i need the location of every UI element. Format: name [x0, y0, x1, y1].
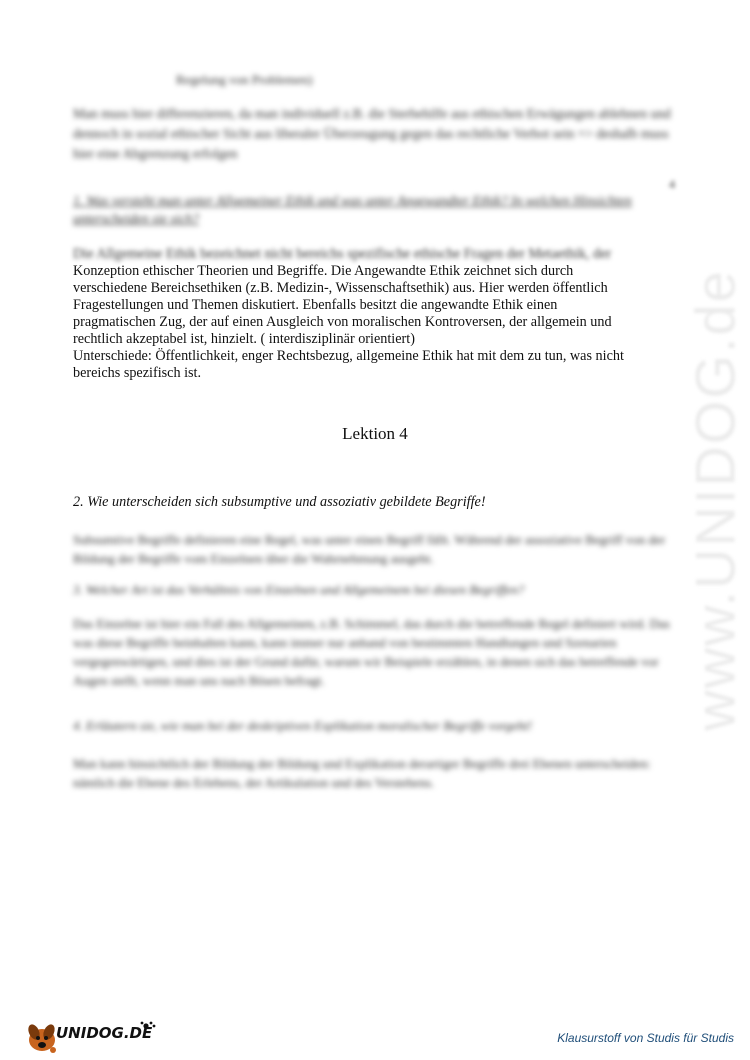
answer-1-line: Fragestellungen und Themen diskutiert. Ebenfalls besitzt die angewandte Ethik einen: [73, 297, 558, 313]
dog-mascot-icon: [26, 1023, 57, 1053]
answer-1-line: rechtlich akzeptabel ist, hinzielt. ( interdisziplinär orientiert): [73, 331, 415, 347]
logo-text: UNIDOG.DE: [56, 1024, 153, 1042]
watermark-text: www.UNIDOG.de: [683, 269, 747, 731]
lesson-title: Lektion 4: [342, 424, 408, 443]
answer-4: Man kann hinsichtlich der Bildung der Bildung und Explikation derartiger Begriffe drei Ebenen unterscheiden: nämlich die Ebene des Erlebens, der Artikulation und des Verstehens.: [73, 756, 651, 790]
answer-1-line: Unterschiede: Öffentlichkeit, enger Rechtsbezug, allgemeine Ethik hat mit dem zu tun, was nicht: [73, 348, 624, 364]
answer-1-line: Konzeption ethischer Theorien und Begriffe. Die Angewandte Ethik zeichnet sich durch: [73, 263, 574, 279]
question-4: 4. Erläutern sie, wie man bei der deskriptiven Explikation moralischer Begriffe vorgeht!: [73, 718, 533, 733]
footer-tagline: Klausurstoff von Studis für Studis: [557, 1031, 734, 1045]
answer-1-blurred-line: Die Allgemeine Ethik bezeichnet nicht bereichs spezifische ethische Fragen der Metaethik, der: [73, 246, 612, 262]
previous-paragraph: Man muss hier differenzieren, da man individuell z.B. die Sterbehilfe aus ethischen Erwägungen ablehnen und dennoch in sozial ethischer Sicht aus liberaler Überzeugung gegen das rechtliche Verbot sein => deshalb muss hier eine Abgrenzung erfolgen: [73, 106, 671, 161]
question-1: 1. Was versteht man unter Allgemeiner Ethik und was unter Angewandter Ethik? In welchen Hinsichten unterscheiden sie sich?: [73, 193, 632, 226]
previous-section-heading: Regelung von Problemen): [176, 72, 313, 87]
answer-2: Subsumtive Begriffe definieren eine Regel, was unter einen Begriff fällt. Während der assoziative Begriff von der Bildung der Begriffe vom Einzelnen über die Wahrnehmung ausgeht.: [73, 532, 666, 566]
answer-3: Das Einzelne ist hier ein Fall des Allgemeinen, z.B. Schimmel, das durch die betreffende Regel definiert wird. Das was diese Begriffe beinhalten kann, kann immer nur anhand von bestimmten Handlungen und Szenarien vergegenwärtigen, und dies ist der Grund dafür, warum wir Beispiele erzählen, in denen sich das betreffende vor Augen stellt, wenn man uns nach Bösen befragt.: [73, 616, 670, 688]
question-2: 2. Wie unterscheiden sich subsumptive und assoziativ gebildete Begriffe!: [73, 494, 486, 510]
question-3: 3. Welcher Art ist das Verhältnis von Einzelnen und Allgemeinem bei diesen Begriffen?: [73, 582, 525, 597]
answer-1: [73, 246, 683, 382]
answer-1-line: pragmatischen Zug, der auf einen Ausgleich von moralischen Kontroversen, der allgemein und: [73, 314, 612, 330]
answer-1-line: verschiedene Bereichsethiken (z.B. Medizin-, Wissenschaftsethik) aus. Hier werden öffentlich: [73, 280, 608, 296]
page-number: 4: [669, 177, 675, 191]
answer-1-line: bereichs spezifisch ist.: [73, 365, 202, 381]
